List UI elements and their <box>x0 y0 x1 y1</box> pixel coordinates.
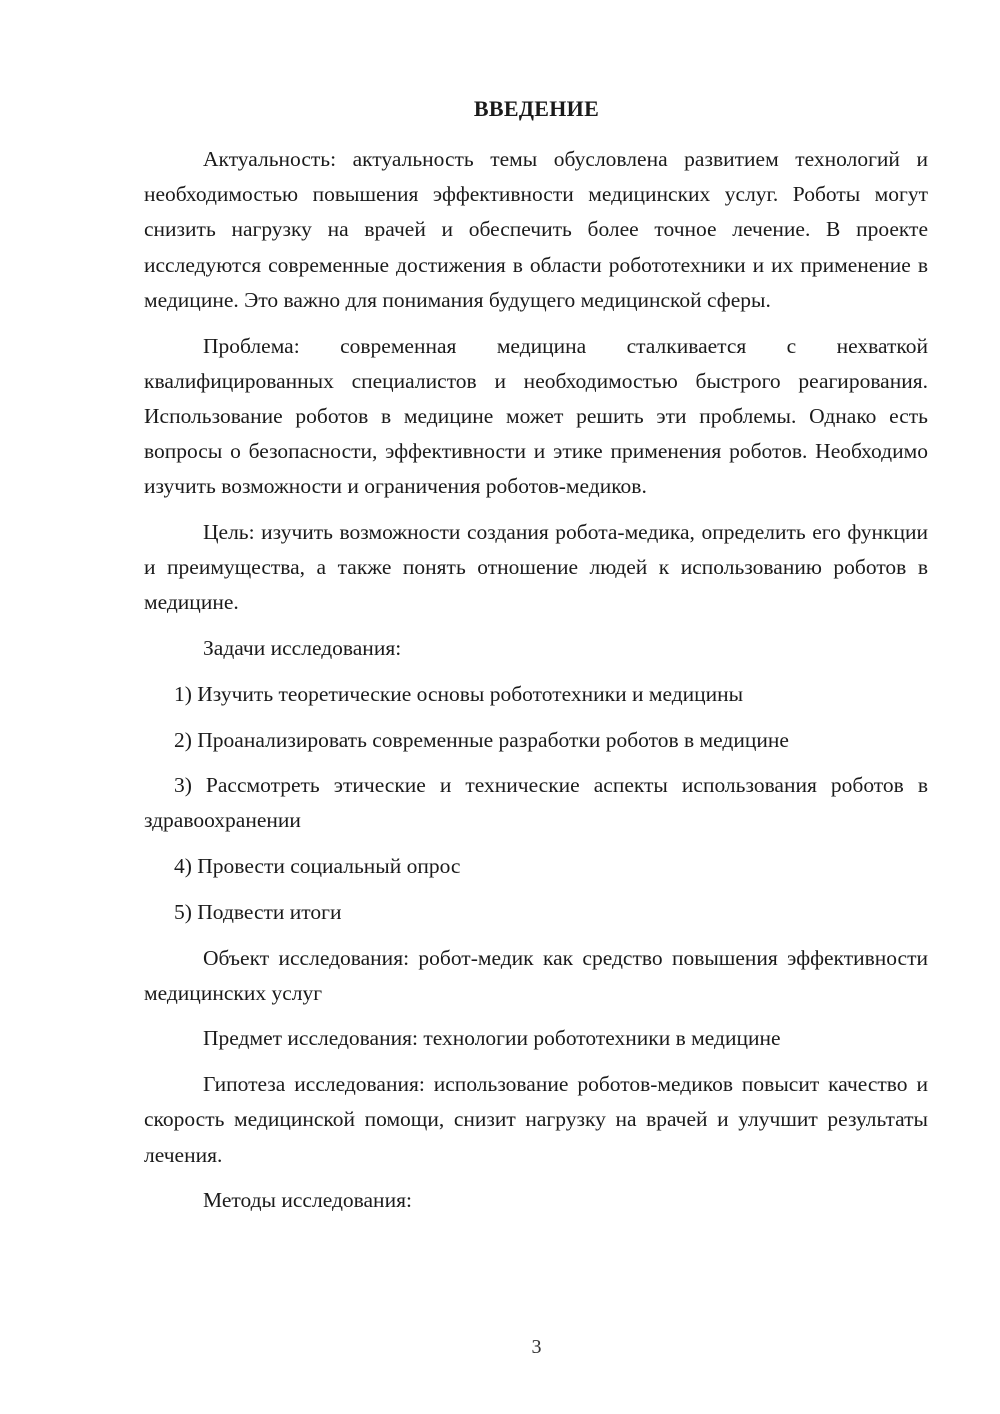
list-item: 5) Подвести итоги <box>174 899 342 924</box>
relevance-paragraph: Актуальность: актуальность темы обусловлена развитием технологий и необходимостью повышения эффективности медицинских услуг. Роботы могут снизить нагрузку на врачей и обеспечить более точное лечение. В проекте исследуются современные достижения в области робототехники и их применение в медицине. Это важно для понимания будущего медицинской сферы. <box>144 147 928 312</box>
list-item: 4) Провести социальный опрос <box>174 854 461 879</box>
problem-paragraph: Проблема: современная медицина сталкивается с нехваткой квалифицированных специалистов и необходимостью быстрого реагирования. Использование роботов в медицине может решить эти проблемы. Однако есть вопросы о безопасности, эффективности и этике применения роботов. Необходимо изучить возможности и ограничения роботов-медиков. <box>144 333 928 499</box>
tasks-list <box>144 677 928 930</box>
tasks-heading: Задачи исследования: <box>203 636 402 661</box>
methods-heading: Методы исследования: <box>203 1188 412 1213</box>
goal-paragraph: Цель: изучить возможности создания робота-медика, определить его функции и преимущества, а также понять отношение людей к использованию роботов в медицине. <box>144 520 928 615</box>
object-paragraph: Объект исследования: робот-медик как средство повышения эффективности медицинских услуг <box>144 945 928 1005</box>
page-number: 3 <box>531 1336 542 1358</box>
list-item: 2) Проанализировать современные разработки роботов в медицине <box>174 727 789 752</box>
subject-paragraph: Предмет исследования: технологии робототехники в медицине <box>203 1026 781 1051</box>
list-item: 1) Изучить теоретические основы робототехники и медицины <box>174 681 744 706</box>
section-title: ВВЕДЕНИЕ <box>473 96 600 121</box>
hypothesis-paragraph: Гипотеза исследования: использование роботов-медиков повысит качество и скорость медицинской помощи, снизит нагрузку на врачей и улучшит результаты лечения. <box>144 1072 928 1167</box>
section-body <box>144 142 928 1218</box>
list-item: 3) Рассмотреть этические и технические аспекты использования роботов в здравоохранении <box>144 773 928 833</box>
